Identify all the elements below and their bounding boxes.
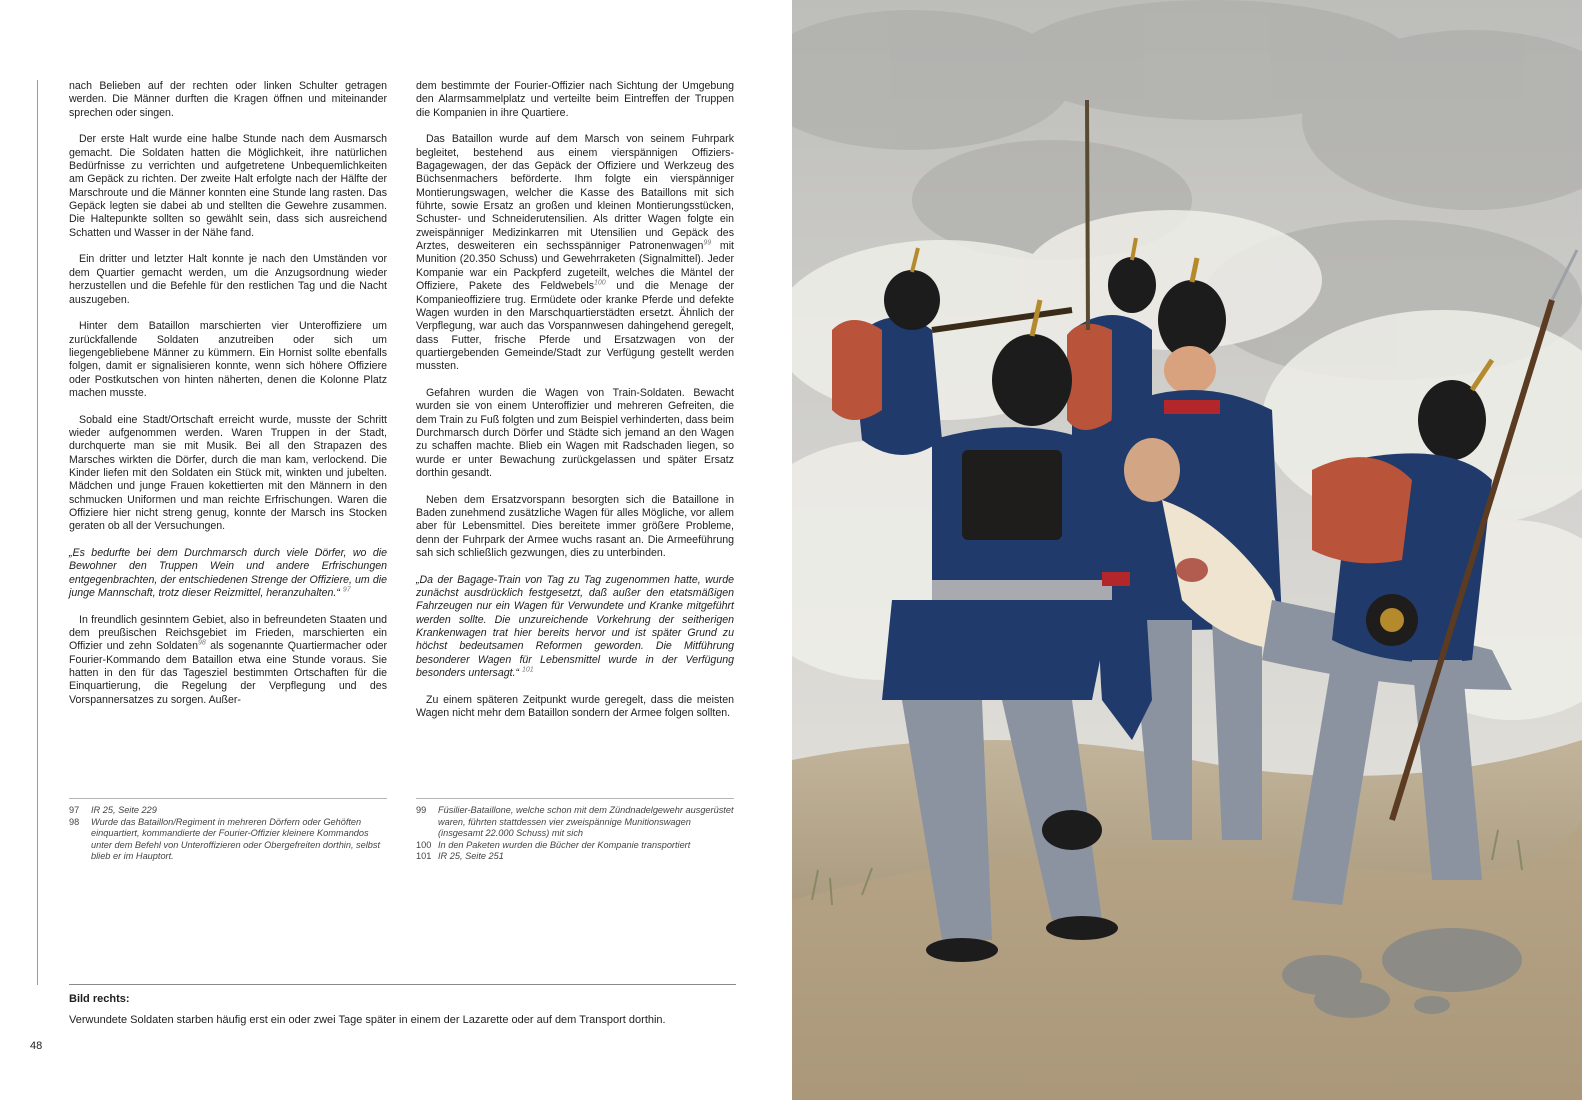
footnote-ref: 99 (703, 239, 712, 247)
paragraph: dem bestimmte der Fourier-Offizier nach Sichtung der Umgebung den Alarmsammelplatz und verteilte beim Eintreffen der Truppen die Kompanien in ihre Quartiere. (416, 80, 734, 119)
quote-text: „Es bedurfte bei dem Durchmarsch durch viele Dörfer, wo die Bewohner den Truppen Wein und andere Erfrischungen entgegenbrachten, der entschiedenen Strenge der Offiziere, um die junge Mannschaft, trotz dieser Reizmittel, heranzuhalten.“ (69, 547, 387, 600)
footnotes-right (416, 798, 734, 863)
footnote (416, 805, 734, 840)
paragraph (416, 133, 734, 373)
paragraph: Neben dem Ersatzvorspann besorgten sich die Bataillone in Baden zunehmend zusätzliche Wagen für alles Mögliche, vor allem aber für Lebensmittel. Dies bereitete immer größere Probleme, denn der Fuhrpark der Armee wuchs rasant an. Die Armeeführung sah sich schließlich gezwungen, dies zu unterbinden. (416, 493, 734, 560)
footnote-number: 99 (416, 805, 427, 815)
paragraph: nach Belieben auf der rechten oder linken Schulter getragen werden. Die Männer durften die Kragen öffnen und miteinander sprechen oder singen. (69, 80, 387, 119)
quote (416, 574, 734, 681)
footnotes-left (69, 798, 387, 863)
footnote-number: 101 (416, 851, 432, 861)
footnote-text: Füsilier-Bataillone, welche schon mit dem Zündnadelgewehr ausgerüstet waren, führten stattdessen vier zweispännige Munitionswagen (insgesamt 22.000 Schuss) mit sich (438, 805, 734, 838)
footnote-number: 97 (69, 805, 80, 815)
footnote-number: 100 (416, 839, 432, 850)
caption-text: Verwundete Soldaten starben häufig erst ein oder zwei Tage später in einem der Lazarette oder auf dem Transport dorthin. (69, 1014, 666, 1026)
paragraph: Hinter dem Bataillon marschierten vier Unteroffiziere um zurückfallende Soldaten anzutreiben oder sich um liegengebliebene Männer zu kümmern. Ein Hornist sollte ebenfalls folgen, damit er signalisieren konnte, wenn sich höhere Offiziere oder Postkutschen von hinten näherten, denen die Kolonne Platz machen musste. (69, 320, 387, 399)
paragraph: Ein dritter und letzter Halt konnte je nach den Umständen vor dem Quartier gemacht werden, um die Anzugsordnung wieder herzustellen und die Befehle für den restlichen Tag und die Nacht auszugeben. (69, 253, 387, 306)
paragraph-text: als sogenannte Quartiermacher oder Fourier-Kommando dem Bataillon etwa eine Stunde voraus. Sie hatten in den für das Tagesziel bestimmten Ortschaften für die Einquartierung, die Regelung der Verpflegung und des Vorspannersatzes zu sorgen. Außer- (69, 640, 387, 706)
footnote (416, 851, 734, 863)
paragraph-text: und die Menage der Kompanieoffiziere trug. Ermüdete oder kranke Pferde und defekte Wagen wurden in den Marschquartierstädten ersetzt. Ähnlich der Verpflegung, war auch das Vorspannwesen dahingehend geregelt, dass Futter, frische Pferde und Ersatzwagen von der quartiergebenden Gemeinde/Stadt zur Verfügung gestellt werden mussten. (416, 280, 734, 373)
paragraph: Gefahren wurden die Wagen von Train-Soldaten. Bewacht wurden sie von einem Unteroffizier und mehreren Gefreiten, die dem Train zu Fuß folgten und zum Beispiel verhinderten, dass beim Durchmarsch durch Dörfer und Städte sich jemand an den Wagen zu schaffen machte. Blieb ein Wagen mit Radschaden liegen, so wurde er unter Bewachung zurückgelassen und später Ersatz dorthin gesandt. (416, 386, 734, 479)
caption-title: Bild rechts: (69, 993, 130, 1005)
fallen-helmet (1042, 810, 1102, 850)
footnote (69, 805, 387, 817)
footnote-text: IR 25, Seite 251 (438, 851, 504, 861)
footnote-text: In den Paketen wurden die Bücher der Kompanie transportiert (438, 839, 691, 850)
text-column-left (69, 80, 387, 721)
paragraph-text: Das Bataillon wurde auf dem Marsch von seinem Fuhrpark begleitet, bestehend aus einem vierspännigen Offiziers-Bagagewagen, der das Gepäck der Offiziere und Werkzeug des Büchsenmachers beförderte. Ihm folgte ein vierspänniger Montierungswagen, welcher die Kasse des Bataillons mit sich führte, sowie Ersatz an großen und kleinen Montierungsstücken, Schuster- und Schneiderutensilien. Als dritter Wagen folgte ein zweispänniger Medizinkarren mit Utensilien und Gepäck des Arztes, desweiteren ein sechsspänniger Patronenwagen (416, 133, 734, 253)
paragraph-text: In freundlich gesinntem Gebiet, also in befreundeten Staaten und dem preußischen Reichsgebiet im Frieden, marschierten ein Offizier und zehn Soldaten (69, 613, 387, 653)
margin-rule (37, 80, 38, 985)
footnote-text: Wurde das Bataillon/Regiment in mehreren Dörfern oder Gehöften einquartiert, kommandierte der Fourier-Offizier kleinere Kommandos unter dem Befehl von Unteroffizieren oder Obergefreiten dorthin, selbst blieb er im Hauptort. (91, 816, 381, 861)
paragraph: Der erste Halt wurde eine halbe Stunde nach dem Ausmarsch gemacht. Die Soldaten hatten die Möglichkeit, ihre natürlichen Bedürfnisse zu verrichten und aufgetretene Unbequemlichkeiten am Gepäck zu richten. Der zweite Halt erfolgte nach der Hälfte der Marschroute und die Männer konnten eine Stunde lang rasten. Das Gepäck legten sie dabei ab und stellten die Gewehre zusammen. Die Haltepunkte sollten so gewählt sein, dass sich ausreichend Schatten und Wasser in der Nähe fand. (69, 133, 387, 239)
footnote-number: 98 (69, 816, 80, 827)
page-number: 48 (30, 1040, 43, 1052)
footnote (416, 840, 734, 852)
footnote-ref: 97 (342, 586, 351, 594)
footnote-ref: 100 (594, 279, 606, 287)
paragraph: Sobald eine Stadt/Ortschaft erreicht wurde, musste der Schritt wieder aufgenommen werden. Waren Truppen in der Stadt, durchquerte man sie mit Musik. Bei all den Strapazen des Marsches wirkten die Dörfer, durch die man kam, verlockend. Die Kinder liefen mit den Soldaten ein Stück mit, winkten und jubelten. Mädchen und junge Frauen kokettierten mit den Männern in den schmucken Uniformen und man reichte Erfrischungen. Waren die Offiziere hier nicht streng genug, konnte der Marsch ins Stocken geraten ob all der Versuchungen. (69, 413, 387, 533)
footnote-ref: 101 (522, 666, 534, 674)
paragraph: Zu einem späteren Zeitpunkt wurde geregelt, dass die meisten Wagen nicht mehr dem Bataillon sondern der Armee folgen sollten. (416, 693, 734, 720)
footnote-text: IR 25, Seite 229 (91, 805, 157, 815)
quote (69, 547, 387, 600)
paragraph (69, 614, 387, 707)
footnote (69, 817, 387, 863)
watercolor-illustration (792, 0, 1582, 1100)
quote-text: „Da der Bagage-Train von Tag zu Tag zugenommen hatte, wurde zunächst ausdrücklich festgesetzt, daß außer den etatsmäßigen Fahrzeugen nur ein Wagen für Verwundete und Kranke mitgeführt werden sollte. Die unzureichende Vorkehrung der seitherigen Krankenwagen trat hier bereits hervor und ist später Grund zu höchst bedeutsamen Reformen geworden. Die Mitführung besonderer Wagen für Lebensmittel wurde in der Verfügung besonders untersagt.“ (416, 573, 734, 680)
image-caption (69, 984, 736, 1026)
text-column-right (416, 80, 734, 734)
illustration-panel (792, 0, 1582, 1100)
paragraph-text: mit Munition (20.350 Schuss) und Gewehrraketen (Signalmittel). Jeder Kompanie war ein Packpferd zugeteilt, welches die Mäntel der Offiziere, Pakete des Feldwebels (416, 240, 734, 293)
footnote-ref: 98 (197, 639, 206, 647)
